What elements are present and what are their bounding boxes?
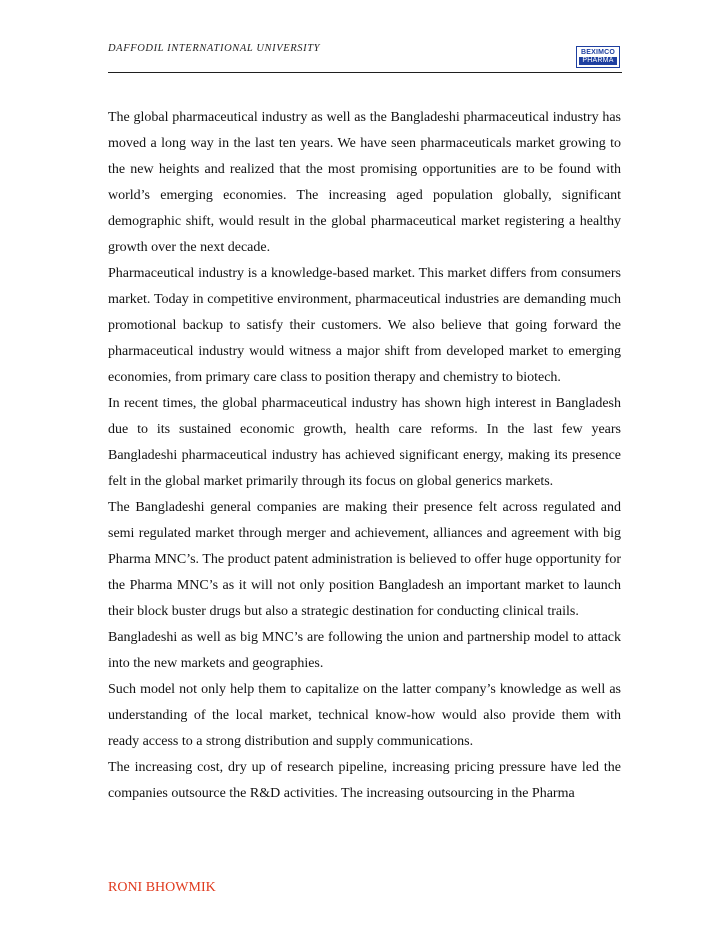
paragraph: Such model not only help them to capitalize on the latter company’s knowledge as well as understanding of the local market, technical know-how would also provide them with ready access to a strong distribution and supply communications. <box>108 682 621 749</box>
paragraph: The Bangladeshi general companies are making their presence felt across regulated and semi regulated market through merger and achievement, alliances and agreement with big Pharma MNC’s. The product patent administration is believed to offer huge opportunity for the Pharma MNC’s as it will not only position Bangladesh an important market to launch their block buster drugs but also a strategic destination for conducting clinical trails. <box>108 500 621 619</box>
paragraph: In recent times, the global pharmaceutical industry has shown high interest in Bangladesh due to its sustained economic growth, health care reforms. In the last few years Bangladeshi pharmaceutical industry has achieved significant energy, making its presence felt in the global market primarily through its focus on global generics markets. <box>108 396 621 489</box>
paragraph: The global pharmaceutical industry as well as the Bangladeshi pharmaceutical industry has moved a long way in the last ten years. We have seen pharmaceuticals market growing to the new heights and realized that the most promising opportunities are to be found with world’s emerging economies. The increasing aged population globally, significant demographic shift, would result in the global pharmaceutical market registering a healthy growth over the next decade. <box>108 110 621 255</box>
paragraph: The increasing cost, dry up of research pipeline, increasing pricing pressure have led the companies outsource the R&D activities. The increasing outsourcing in the Pharma <box>108 760 621 801</box>
document-body <box>108 105 621 807</box>
logo-bottom-text: PHARMA <box>579 57 617 65</box>
logo-top-text: BEXIMCO <box>580 48 616 56</box>
paragraph: Bangladeshi as well as big MNC’s are following the union and partnership model to attack into the new markets and geographies. <box>108 630 621 671</box>
header-title: DAFFODIL INTERNATIONAL UNIVERSITY <box>108 43 321 54</box>
paragraph: Pharmaceutical industry is a knowledge-based market. This market differs from consumers market. Today in competitive environment, pharmaceutical industries are demanding much promotional backup to satisfy their customers. We also believe that going forward the pharmaceutical industry would witness a major shift from developed market to emerging economies, from primary care class to position therapy and chemistry to biotech. <box>108 266 621 385</box>
beximco-pharma-logo <box>576 46 620 68</box>
page-header <box>108 38 622 74</box>
page-footer-author: RONI BHOWMIK <box>108 880 216 895</box>
header-divider <box>108 72 622 73</box>
